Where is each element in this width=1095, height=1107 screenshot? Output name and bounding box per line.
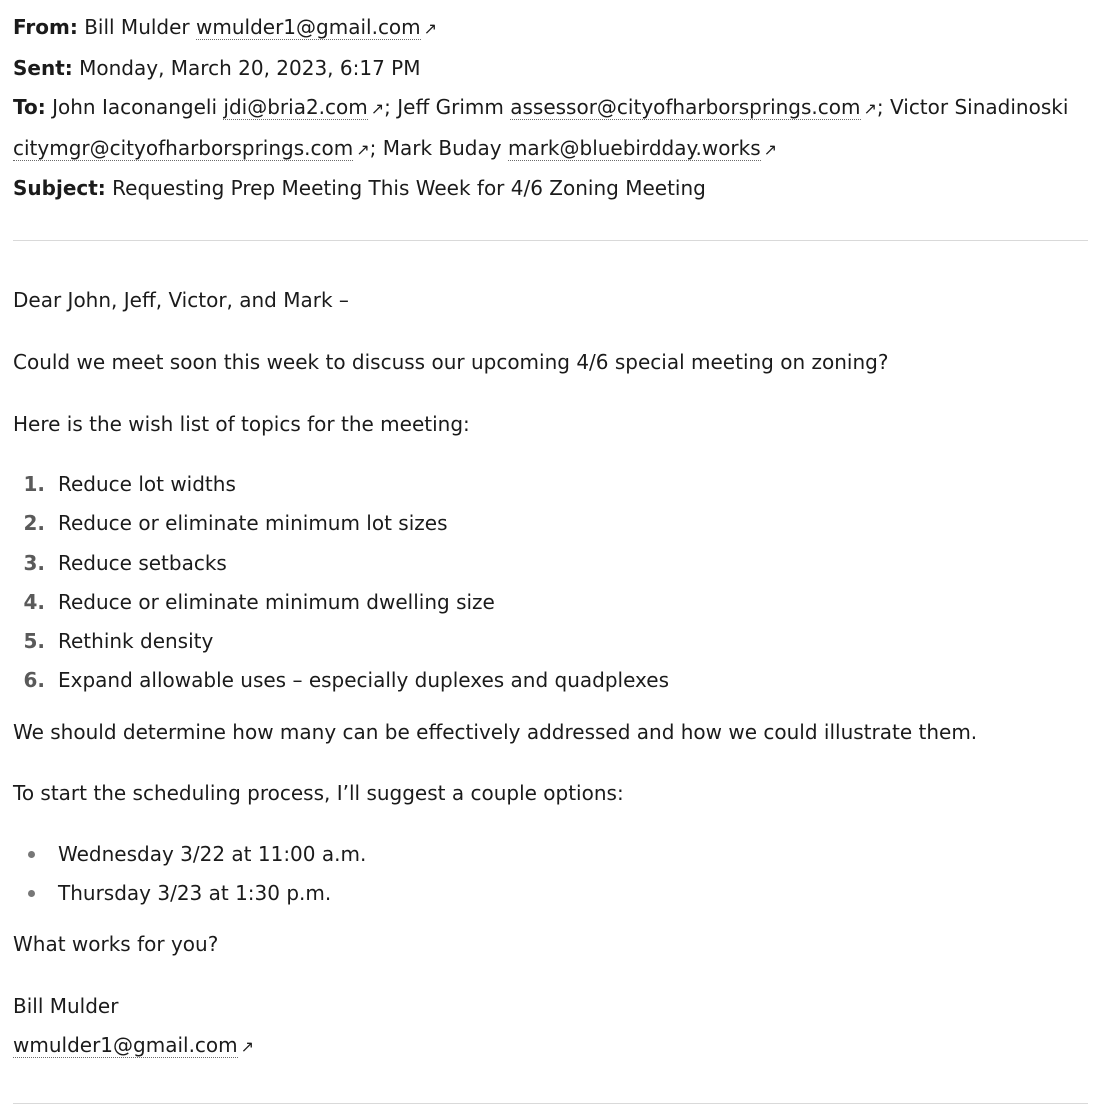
- list-item-text: Thursday 3/23 at 1:30 p.m.: [58, 881, 332, 906]
- list-item: [13, 661, 669, 700]
- subject-line: [13, 169, 1088, 209]
- external-link-icon[interactable]: ↗: [356, 139, 370, 159]
- list-number: 5.: [23, 629, 45, 654]
- list-item-text: Reduce or eliminate minimum dwelling size: [58, 589, 495, 614]
- external-link-icon[interactable]: ↗: [423, 19, 438, 38]
- to-label: To:: [13, 95, 46, 119]
- list-item-text: Wednesday 3/22 at 11:00 a.m.: [58, 842, 367, 866]
- signature-email-line: [13, 1031, 1088, 1061]
- list-item-text: Reduce lot widths: [58, 472, 236, 496]
- from-email-link[interactable]: wmulder1@gmail.com: [196, 15, 421, 39]
- list-item: [13, 874, 366, 913]
- list-number: 3.: [23, 550, 45, 575]
- from-name: Bill Mulder: [84, 15, 190, 39]
- options-list: [13, 835, 366, 914]
- list-item: [13, 622, 669, 661]
- sent-line: [13, 49, 1088, 89]
- bullet-icon: [28, 851, 35, 858]
- to-line-2: citymgr@cityofharborsprings.com ↗; Mark Buday mark@bluebirdday.works ↗: [13, 129, 1088, 170]
- external-link-icon[interactable]: ↗: [863, 99, 877, 118]
- list-item-text: Expand allowable uses – especially duplexes and quadplexes: [58, 668, 669, 693]
- recipient-name: Mark Buday: [382, 135, 502, 160]
- list-number: 2.: [23, 511, 45, 536]
- list-number: 4.: [23, 589, 45, 614]
- to-line-1: To: John Iaconangeli jdi@bria2.com ↗; Jeff Grimm assessor@cityofharborsprings.com ↗; Victor Sinadinoski: [13, 88, 1088, 129]
- paragraph: Could we meet soon this week to discuss our upcoming 4/6 special meeting on zoning?: [13, 350, 889, 374]
- recipient-email-link[interactable]: jdi@bria2.com: [223, 95, 368, 119]
- list-number: 1.: [23, 472, 45, 496]
- list-item-text: Reduce or eliminate minimum lot sizes: [58, 511, 448, 536]
- list-item: [13, 504, 669, 543]
- from-label: From:: [13, 15, 78, 39]
- recipient-email-link[interactable]: mark@bluebirdday.works: [507, 135, 761, 160]
- email-header: [13, 8, 1088, 209]
- subject-value: Requesting Prep Meeting This Week for 4/6 Zoning Meeting: [112, 176, 706, 200]
- list-item: [13, 835, 366, 874]
- list-number: 6.: [23, 668, 45, 693]
- external-link-icon[interactable]: ↗: [240, 1037, 255, 1056]
- subject-label: Subject:: [13, 176, 106, 200]
- list-item-text: Rethink density: [58, 629, 214, 654]
- recipient-name: Jeff Grimm: [397, 95, 504, 119]
- sent-label: Sent:: [13, 55, 73, 80]
- paragraph: To start the scheduling process, I’ll suggest a couple options:: [13, 781, 624, 805]
- greeting: Dear John, Jeff, Victor, and Mark –: [13, 288, 349, 312]
- external-link-icon[interactable]: ↗: [370, 99, 385, 118]
- topics-list: [13, 465, 669, 701]
- recipient-name: Victor Sinadinoski: [890, 95, 1069, 119]
- list-item: [13, 583, 669, 622]
- recipient-name: John Iaconangeli: [52, 95, 218, 119]
- from-line: [13, 8, 1088, 49]
- list-item-text: Reduce setbacks: [58, 550, 227, 575]
- signature-name: Bill Mulder: [13, 994, 119, 1018]
- footer-divider: [13, 1103, 1088, 1104]
- list-item: [13, 544, 669, 583]
- bullet-icon: [28, 890, 35, 897]
- paragraph: We should determine how many can be effectively addressed and how we could illustrate them.: [13, 720, 978, 744]
- paragraph: What works for you?: [13, 932, 219, 956]
- sent-value: Monday, March 20, 2023, 6:17 PM: [79, 55, 421, 80]
- list-item: [13, 465, 669, 504]
- external-link-icon[interactable]: ↗: [763, 139, 778, 159]
- signature-email-link[interactable]: wmulder1@gmail.com: [13, 1033, 238, 1057]
- header-divider: [13, 240, 1088, 241]
- recipient-email-link[interactable]: assessor@cityofharborsprings.com: [510, 95, 861, 119]
- paragraph: Here is the wish list of topics for the meeting:: [13, 412, 470, 436]
- recipient-email-link[interactable]: citymgr@cityofharborsprings.com: [13, 135, 354, 160]
